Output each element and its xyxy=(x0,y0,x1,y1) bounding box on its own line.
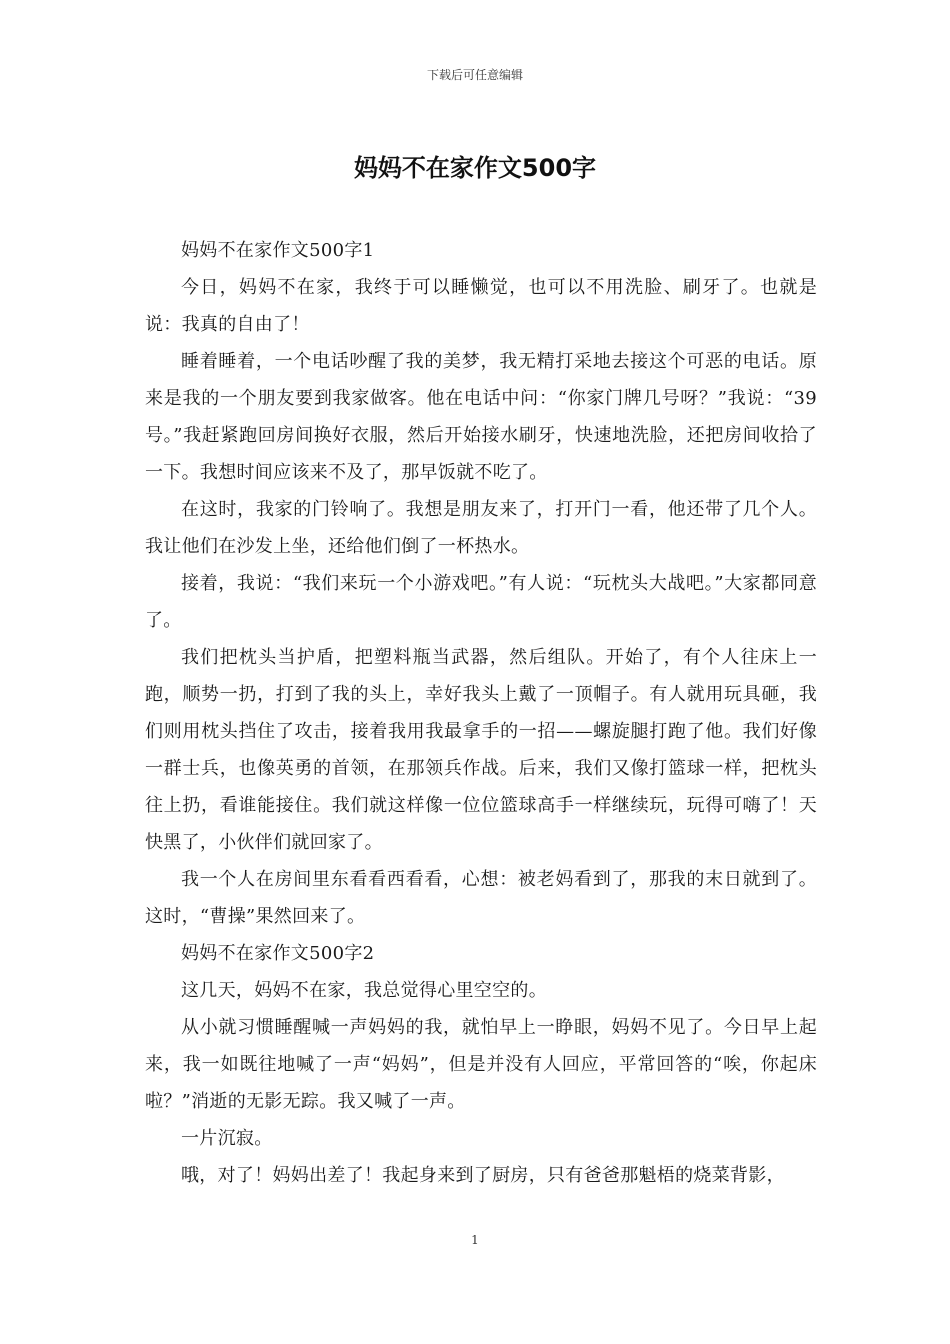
page-header: 下载后可任意编辑 xyxy=(426,68,523,82)
document-body xyxy=(145,232,817,1194)
paragraph: 我一个人在房间里东看看西看看，心想：被老妈看到了，那我的末日就到了。这时，“曹操”果然回来了。 xyxy=(145,869,817,927)
section-heading-1: 妈妈不在家作文500字1 xyxy=(181,240,375,261)
paragraph: 从小就习惯睡醒喊一声妈妈的我，就怕早上一睁眼，妈妈不见了。今日早上起来，我一如既往地喊了一声“妈妈”，但是并没有人回应，平常回答的“唉，你起床啦？”消逝的无影无踪。我又喊了一声。 xyxy=(145,1017,817,1112)
paragraph: 接着，我说：“我们来玩一个小游戏吧。”有人说：“玩枕头大战吧。”大家都同意了。 xyxy=(145,573,817,631)
paragraph: 这几天，妈妈不在家，我总觉得心里空空的。 xyxy=(181,980,547,1001)
paragraph: 睡着睡着，一个电话吵醒了我的美梦，我无精打采地去接这个可恶的电话。原来是我的一个朋友要到我家做客。他在电话中问：“你家门牌几号呀？”我说：“39号。”我赶紧跑回房间换好衣服，然后开始接水刷牙，快速地洗脸，还把房间收拾了一下。我想时间应该来不及了，那早饭就不吃了。 xyxy=(145,351,817,483)
document-title: 妈妈不在家作文500字 xyxy=(353,154,597,182)
page-number: 1 xyxy=(471,1233,479,1247)
paragraph: 今日，妈妈不在家，我终于可以睡懒觉，也可以不用洗脸、刷牙了。也就是说：我真的自由了！ xyxy=(145,277,817,335)
paragraph: 在这时，我家的门铃响了。我想是朋友来了，打开门一看，他还带了几个人。我让他们在沙发上坐，还给他们倒了一杯热水。 xyxy=(145,499,817,557)
paragraph: 哦，对了！妈妈出差了！我起身来到了厨房，只有爸爸那魁梧的烧菜背影， xyxy=(181,1165,785,1186)
section-heading-2: 妈妈不在家作文500字2 xyxy=(181,943,375,964)
paragraph: 一片沉寂。 xyxy=(181,1128,273,1149)
paragraph: 我们把枕头当护盾，把塑料瓶当武器，然后组队。开始了，有个人往床上一跑，顺势一扔，打到了我的头上，幸好我头上戴了一顶帽子。有人就用玩具砸，我们则用枕头挡住了攻击，接着我用我最拿手的一招——螺旋腿打跑了他。我们好像一群士兵，也像英勇的首领，在那领兵作战。后来，我们又像打篮球一样，把枕头往上扔，看谁能接住。我们就这样像一位位篮球高手一样继续玩，玩得可嗨了！天快黑了，小伙伴们就回家了。 xyxy=(145,647,817,853)
